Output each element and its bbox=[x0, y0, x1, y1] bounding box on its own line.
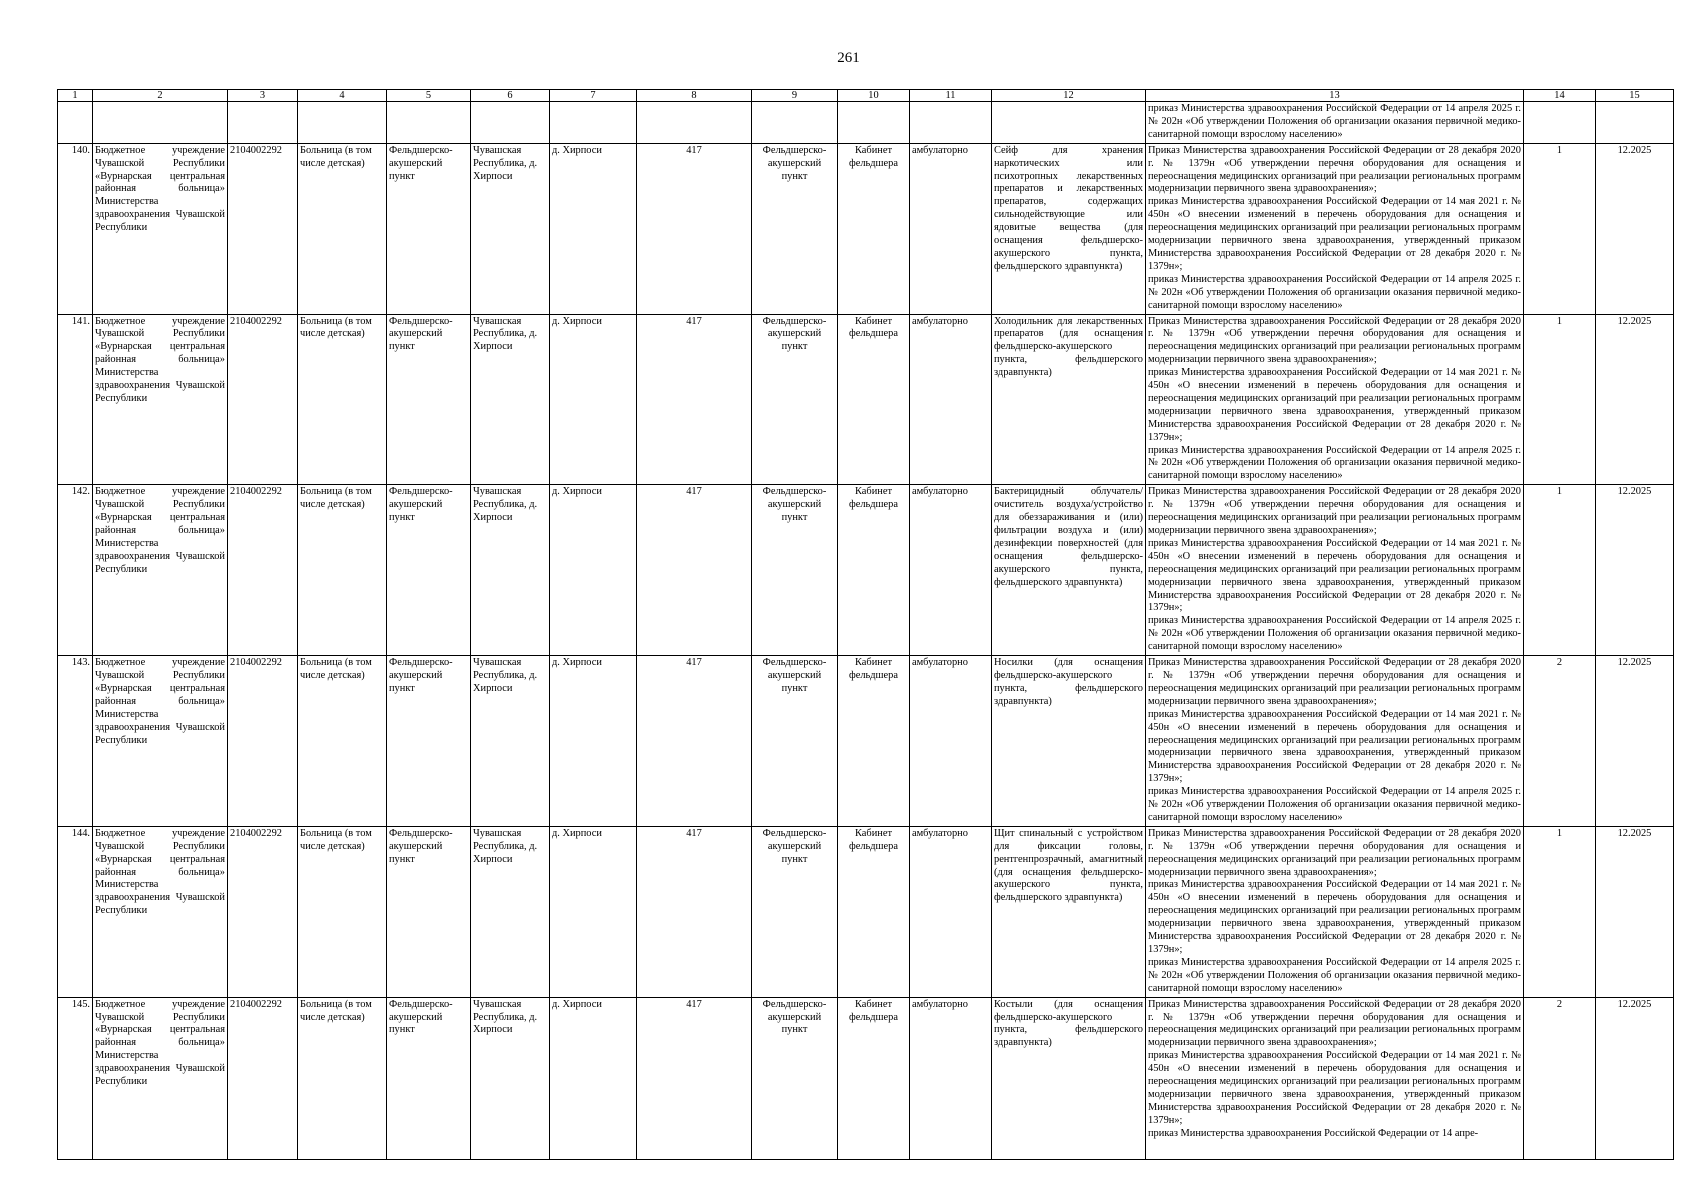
legal-basis-cell: Приказ Министерства здравоохранения Российской Федерации от 28 декабря 2020 г. № 1379н «Об утверждении перечня оборудования для оснащения и переоснащения медицинских организаций при реализации региональных программ модернизации первичного звена здравоохранения»; приказ Министерства здравоохранения Российской Федерации от 14 мая 2021 г. № 450н «О внесении изменений в перечень оборудования для оснащения и переоснащения медицинских организаций при реализации региональных программ модернизации первичного звена здравоохранения, утвержденный приказом Министерства здравоохранения Российской Федерации от 28 декабря 2020 г. № 1379н»; приказ Министерства здравоохранения Российской Федерации от 14 апреля 2025 г. № 202н «Об утверждении Положения об организации оказания первичной медико-санитарной помощи взрослому населению» bbox=[1146, 826, 1524, 997]
column-header: 7 bbox=[550, 90, 637, 102]
column-header: 8 bbox=[637, 90, 752, 102]
inn-code-cell: 2104002292 bbox=[228, 143, 298, 314]
organization-type-cell: Больница (в том числе детская) bbox=[298, 314, 387, 485]
legal-basis-cell: Приказ Министерства здравоохранения Российской Федерации от 28 декабря 2020 г. № 1379н «Об утверждении перечня оборудования для оснащения и переоснащения медицинских организаций при реализации региональных программ модернизации первичного звена здравоохранения»; приказ Министерства здравоохранения Российской Федерации от 14 мая 2021 г. № 450н «О внесении изменений в перечень оборудования для оснащения и переоснащения медицинских организаций при реализации региональных программ модернизации первичного звена здравоохранения, утвержденный приказом Министерства здравоохранения Российской Федерации от 28 декабря 2020 г. № 1379н»; приказ Министерства здравоохранения Российской Федерации от 14 апреля 2025 г. № 202н «Об утверждении Положения об организации оказания первичной медико-санитарной помощи взрослому населению» bbox=[1146, 656, 1524, 827]
legal-basis-cell: Приказ Министерства здравоохранения Российской Федерации от 28 декабря 2020 г. № 1379н «Об утверждении перечня оборудования для оснащения и переоснащения медицинских организаций при реализации региональных программ модернизации первичного звена здравоохранения»; приказ Министерства здравоохранения Российской Федерации от 14 мая 2021 г. № 450н «О внесении изменений в перечень оборудования для оснащения и переоснащения медицинских организаций при реализации региональных программ модернизации первичного звена здравоохранения, утвержденный приказом Министерства здравоохранения Российской Федерации от 28 декабря 2020 г. № 1379н»; приказ Министерства здравоохранения Российской Федерации от 14 апреля 2025 г. № 202н «Об утверждении Положения об организации оказания первичной медико-санитарной помощи взрослому населению» bbox=[1146, 314, 1524, 485]
equipment-name-cell: Сейф для хранения наркотических или психотропных лекарственных препаратов и лекарственных препаратов, содержащих сильнодействующие или ядовитые вещества (для оснащения фельдшерско-акушерского пункта, фельдшерского здравпункта) bbox=[992, 143, 1146, 314]
quantity-cell: 2 bbox=[1524, 656, 1596, 827]
address-cell: Чувашская Республика, д. Хирпоси bbox=[471, 826, 550, 997]
column-header: 12 bbox=[992, 90, 1146, 102]
organization-type-cell: Больница (в том числе детская) bbox=[298, 826, 387, 997]
address-cell: Чувашская Республика, д. Хирпоси bbox=[471, 314, 550, 485]
department-cell: Фельдшерско-акушерский пункт bbox=[752, 314, 838, 485]
care-mode-cell: амбулаторно bbox=[910, 314, 992, 485]
table-row bbox=[58, 826, 1674, 997]
column-header: 1 bbox=[58, 90, 93, 102]
delivery-date-cell: 12.2025 bbox=[1596, 997, 1674, 1159]
column-header: 10 bbox=[838, 90, 910, 102]
institution-name-cell: Бюджетное учреждение Чувашской Республики «Вурнарская центральная районная больница» Министерства здравоохранения Чувашской Республики bbox=[93, 656, 228, 827]
inn-code-cell: 2104002292 bbox=[228, 826, 298, 997]
unit-code-cell: 417 bbox=[637, 997, 752, 1159]
delivery-date-cell: 12.2025 bbox=[1596, 485, 1674, 656]
room-name-cell: Кабинет фельдшера bbox=[838, 656, 910, 827]
room-name-cell: Кабинет фельдшера bbox=[838, 143, 910, 314]
address-cell: Чувашская Республика, д. Хирпоси bbox=[471, 143, 550, 314]
structural-unit-cell: Фельдшерско-акушерский пункт bbox=[387, 997, 471, 1159]
locality-cell: д. Хирпоси bbox=[550, 997, 637, 1159]
row-number-cell: 140. bbox=[58, 143, 93, 314]
column-header: 11 bbox=[910, 90, 992, 102]
address-cell: Чувашская Республика, д. Хирпоси bbox=[471, 656, 550, 827]
room-name-cell: Кабинет фельдшера bbox=[838, 485, 910, 656]
locality-cell: д. Хирпоси bbox=[550, 314, 637, 485]
row-number-cell: 144. bbox=[58, 826, 93, 997]
quantity-cell: 1 bbox=[1524, 314, 1596, 485]
legal-basis-cell: Приказ Министерства здравоохранения Российской Федерации от 28 декабря 2020 г. № 1379н «Об утверждении перечня оборудования для оснащения и переоснащения медицинских организаций при реализации региональных программ модернизации первичного звена здравоохранения»; приказ Министерства здравоохранения Российской Федерации от 14 мая 2021 г. № 450н «О внесении изменений в перечень оборудования для оснащения и переоснащения медицинских организаций при реализации региональных программ модернизации первичного звена здравоохранения, утвержденный приказом Министерства здравоохранения Российской Федерации от 28 декабря 2020 г. № 1379н»; приказ Министерства здравоохранения Российской Федерации от 14 апреля 2025 г. № 202н «Об утверждении Положения об организации оказания первичной медико-санитарной помощи взрослому населению» bbox=[1146, 485, 1524, 656]
department-cell: Фельдшерско-акушерский пункт bbox=[752, 656, 838, 827]
row-number-cell: 143. bbox=[58, 656, 93, 827]
address-cell: Чувашская Республика, д. Хирпоси bbox=[471, 997, 550, 1159]
table-row bbox=[58, 656, 1674, 827]
unit-code-cell: 417 bbox=[637, 826, 752, 997]
row-number-cell: 142. bbox=[58, 485, 93, 656]
care-mode-cell: амбулаторно bbox=[910, 485, 992, 656]
institution-name-cell: Бюджетное учреждение Чувашской Республики «Вурнарская центральная районная больница» Министерства здравоохранения Чувашской Республики bbox=[93, 143, 228, 314]
locality-cell: д. Хирпоси bbox=[550, 826, 637, 997]
delivery-date-cell: 12.2025 bbox=[1596, 143, 1674, 314]
institution-name-cell: Бюджетное учреждение Чувашской Республики «Вурнарская центральная районная больница» Министерства здравоохранения Чувашской Республики bbox=[93, 997, 228, 1159]
equipment-name-cell: Щит спинальный с устройством для фиксации головы, рентгенпрозрачный, амагнитный (для оснащения фельдшерско-акушерского пункта, фельдшерского здравпункта) bbox=[992, 826, 1146, 997]
table-row bbox=[58, 997, 1674, 1159]
table-row bbox=[58, 143, 1674, 314]
inn-code-cell: 2104002292 bbox=[228, 656, 298, 827]
page-number: 261 bbox=[837, 50, 860, 66]
inn-code-cell: 2104002292 bbox=[228, 314, 298, 485]
institution-name-cell: Бюджетное учреждение Чувашской Республики «Вурнарская центральная районная больница» Министерства здравоохранения Чувашской Республики bbox=[93, 826, 228, 997]
organization-type-cell: Больница (в том числе детская) bbox=[298, 656, 387, 827]
department-cell: Фельдшерско-акушерский пункт bbox=[752, 997, 838, 1159]
equipment-name-cell: Носилки (для оснащения фельдшерско-акушерского пункта, фельдшерского здравпункта) bbox=[992, 656, 1146, 827]
structural-unit-cell: Фельдшерско-акушерский пункт bbox=[387, 485, 471, 656]
quantity-cell: 2 bbox=[1524, 997, 1596, 1159]
department-cell: Фельдшерско-акушерский пункт bbox=[752, 485, 838, 656]
unit-code-cell: 417 bbox=[637, 314, 752, 485]
column-header: 14 bbox=[1524, 90, 1596, 102]
institution-name-cell: Бюджетное учреждение Чувашской Республики «Вурнарская центральная районная больница» Министерства здравоохранения Чувашской Республики bbox=[93, 485, 228, 656]
column-header: 9 bbox=[752, 90, 838, 102]
quantity-cell: 1 bbox=[1524, 143, 1596, 314]
room-name-cell: Кабинет фельдшера bbox=[838, 826, 910, 997]
locality-cell: д. Хирпоси bbox=[550, 143, 637, 314]
delivery-date-cell: 12.2025 bbox=[1596, 656, 1674, 827]
organization-type-cell: Больница (в том числе детская) bbox=[298, 485, 387, 656]
institution-name-cell: Бюджетное учреждение Чувашской Республики «Вурнарская центральная районная больница» Министерства здравоохранения Чувашской Республики bbox=[93, 314, 228, 485]
structural-unit-cell: Фельдшерско-акушерский пункт bbox=[387, 656, 471, 827]
room-name-cell: Кабинет фельдшера bbox=[838, 997, 910, 1159]
legal-basis-cell: Приказ Министерства здравоохранения Российской Федерации от 28 декабря 2020 г. № 1379н «Об утверждении перечня оборудования для оснащения и переоснащения медицинских организаций при реализации региональных программ модернизации первичного звена здравоохранения»; приказ Министерства здравоохранения Российской Федерации от 14 мая 2021 г. № 450н «О внесении изменений в перечень оборудования для оснащения и переоснащения медицинских организаций при реализации региональных программ модернизации первичного звена здравоохранения, утвержденный приказом Министерства здравоохранения Российской Федерации от 28 декабря 2020 г. № 1379н»; приказ Министерства здравоохранения Российской Федерации от 14 апреля 2025 г. № 202н «Об утверждении Положения об организации оказания первичной медико-санитарной помощи взрослому населению» bbox=[1146, 143, 1524, 314]
column-number-header-row bbox=[58, 90, 1674, 102]
equipment-table bbox=[57, 89, 1674, 1160]
column-header: 5 bbox=[387, 90, 471, 102]
table-row bbox=[58, 314, 1674, 485]
equipment-name-cell: Бактерицидный облучатель/очиститель воздуха/устройство для обеззараживания и (или) фильтрации воздуха и (или) дезинфекции поверхностей (для оснащения фельдшерско-акушерского пункта, фельдшерского здравпункта) bbox=[992, 485, 1146, 656]
equipment-name-cell: Холодильник для лекарственных препаратов (для оснащения фельдшерско-акушерского пункта, фельдшерского здравпункта) bbox=[992, 314, 1146, 485]
column-header: 6 bbox=[471, 90, 550, 102]
inn-code-cell: 2104002292 bbox=[228, 485, 298, 656]
row-number-cell: 145. bbox=[58, 997, 93, 1159]
continuation-basis-text: приказ Министерства здравоохранения Российской Федерации от 14 апреля 2025 г. № 202н «Об утверждении Положения об организации оказания первичной медико-санитарной помощи взрослому населению» bbox=[1146, 102, 1524, 144]
column-header: 4 bbox=[298, 90, 387, 102]
column-header: 2 bbox=[93, 90, 228, 102]
delivery-date-cell: 12.2025 bbox=[1596, 314, 1674, 485]
quantity-cell: 1 bbox=[1524, 485, 1596, 656]
column-header: 15 bbox=[1596, 90, 1674, 102]
unit-code-cell: 417 bbox=[637, 656, 752, 827]
legal-basis-cell: Приказ Министерства здравоохранения Российской Федерации от 28 декабря 2020 г. № 1379н «Об утверждении перечня оборудования для оснащения и переоснащения медицинских организаций при реализации региональных программ модернизации первичного звена здравоохранения»; приказ Министерства здравоохранения Российской Федерации от 14 мая 2021 г. № 450н «О внесении изменений в перечень оборудования для оснащения и переоснащения медицинских организаций при реализации региональных программ модернизации первичного звена здравоохранения, утвержденный приказом Министерства здравоохранения Российской Федерации от 28 декабря 2020 г. № 1379н»; приказ Министерства здравоохранения Российской Федерации от 14 апре- bbox=[1146, 997, 1524, 1159]
unit-code-cell: 417 bbox=[637, 485, 752, 656]
locality-cell: д. Хирпоси bbox=[550, 485, 637, 656]
table-row bbox=[58, 485, 1674, 656]
continuation-row bbox=[58, 102, 1674, 144]
column-header: 3 bbox=[228, 90, 298, 102]
unit-code-cell: 417 bbox=[637, 143, 752, 314]
care-mode-cell: амбулаторно bbox=[910, 826, 992, 997]
inn-code-cell: 2104002292 bbox=[228, 997, 298, 1159]
organization-type-cell: Больница (в том числе детская) bbox=[298, 997, 387, 1159]
department-cell: Фельдшерско-акушерский пункт bbox=[752, 826, 838, 997]
equipment-name-cell: Костыли (для оснащения фельдшерско-акушерского пункта, фельдшерского здравпункта) bbox=[992, 997, 1146, 1159]
address-cell: Чувашская Республика, д. Хирпоси bbox=[471, 485, 550, 656]
room-name-cell: Кабинет фельдшера bbox=[838, 314, 910, 485]
structural-unit-cell: Фельдшерско-акушерский пункт bbox=[387, 143, 471, 314]
structural-unit-cell: Фельдшерско-акушерский пункт bbox=[387, 314, 471, 485]
care-mode-cell: амбулаторно bbox=[910, 143, 992, 314]
structural-unit-cell: Фельдшерско-акушерский пункт bbox=[387, 826, 471, 997]
quantity-cell: 1 bbox=[1524, 826, 1596, 997]
row-number-cell: 141. bbox=[58, 314, 93, 485]
care-mode-cell: амбулаторно bbox=[910, 997, 992, 1159]
locality-cell: д. Хирпоси bbox=[550, 656, 637, 827]
organization-type-cell: Больница (в том числе детская) bbox=[298, 143, 387, 314]
column-header: 13 bbox=[1146, 90, 1524, 102]
care-mode-cell: амбулаторно bbox=[910, 656, 992, 827]
department-cell: Фельдшерско-акушерский пункт bbox=[752, 143, 838, 314]
delivery-date-cell: 12.2025 bbox=[1596, 826, 1674, 997]
